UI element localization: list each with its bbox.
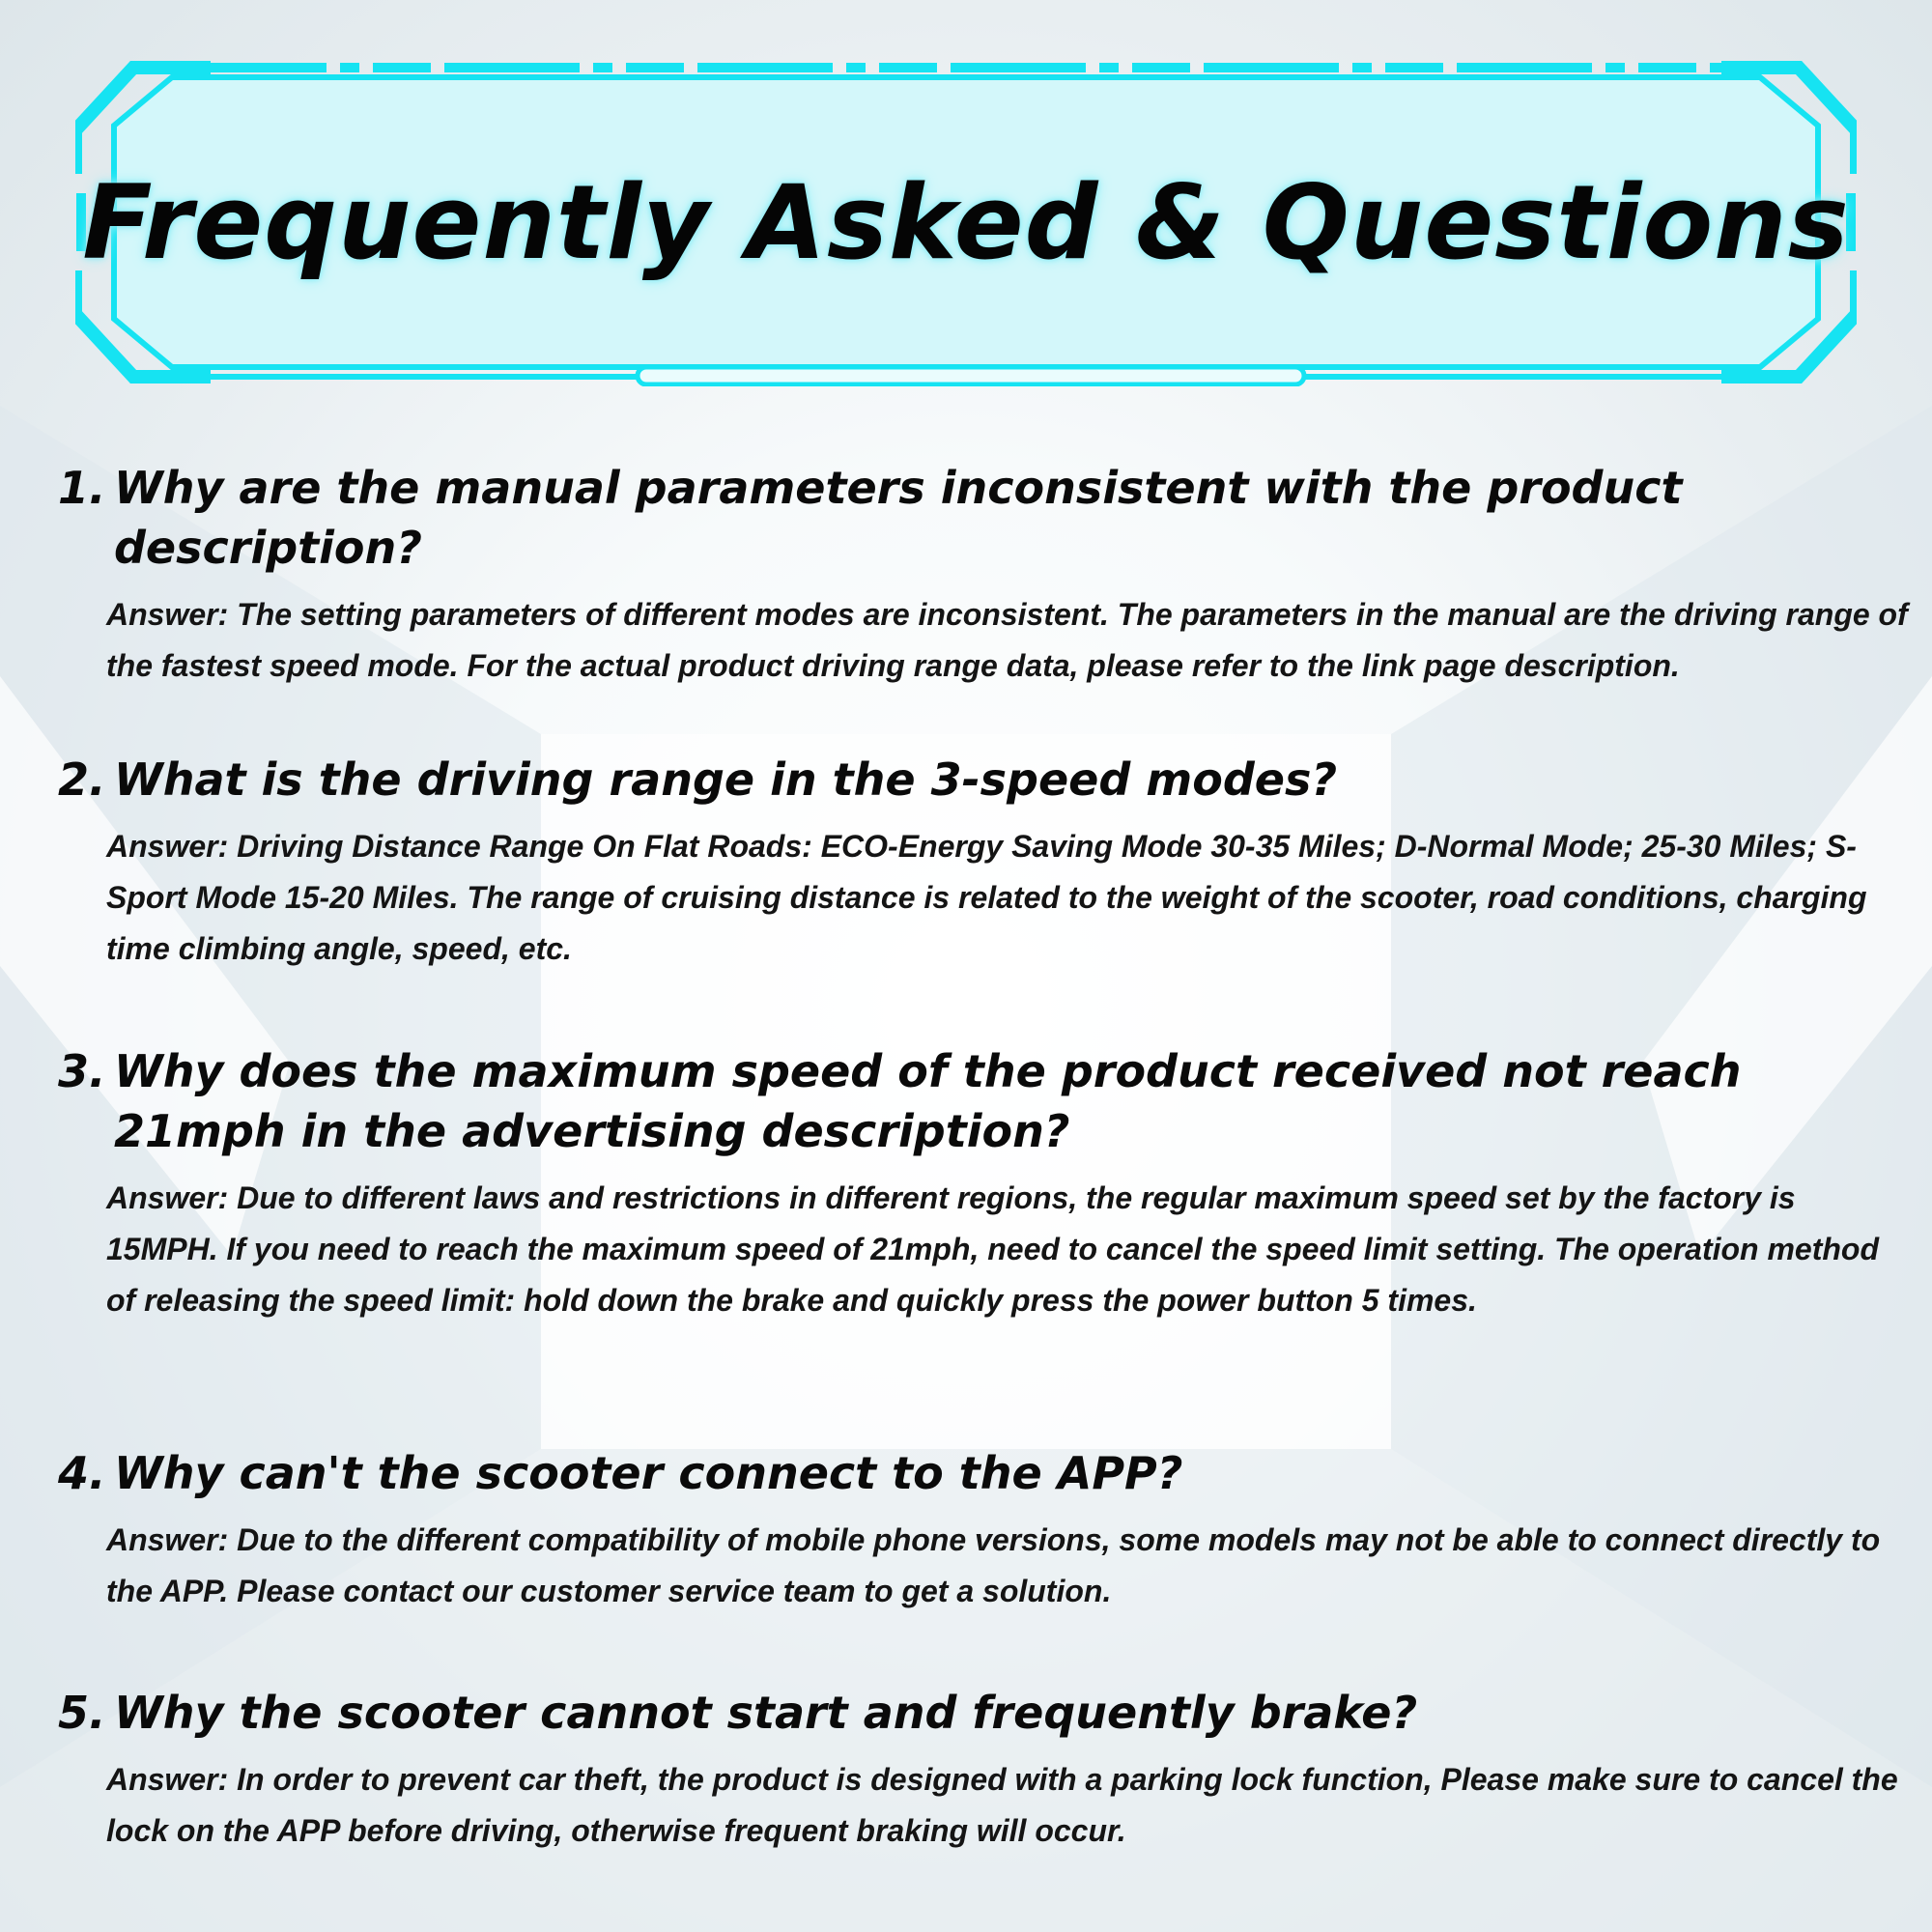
title-banner: [75, 58, 1857, 386]
question-number: 4.: [58, 1447, 106, 1499]
faq-item-2: [58, 750, 1874, 975]
question-number: 5.: [58, 1687, 106, 1739]
faq-answer: Answer: The setting parameters of different modes are inconsistent. The parameters in the manual are the driving range of the fastest speed mode. For the actual product driving range data, please refer to the link page description.: [106, 597, 1908, 683]
faq-question: [58, 1041, 1874, 1161]
question-number: 1.: [58, 462, 106, 514]
faq-question: [58, 750, 1874, 810]
faq-question: [58, 458, 1874, 578]
question-number: 2.: [58, 753, 106, 806]
question-text: Why does the maximum speed of the product received not reach 21mph in the advertising description?: [114, 1045, 1742, 1157]
question-text: Why the scooter cannot start and frequently brake?: [114, 1687, 1418, 1739]
faq-answer: Answer: Due to the different compatibility of mobile phone versions, some models may not be able to connect directly to the APP. Please contact our customer service team to get a solution.: [106, 1522, 1881, 1608]
faq-item-5: [58, 1683, 1898, 1857]
question-text: Why can't the scooter connect to the APP?: [114, 1447, 1183, 1499]
question-number: 3.: [58, 1045, 106, 1097]
question-text: What is the driving range in the 3-speed modes?: [114, 753, 1338, 806]
faq-answer: Answer: Due to different laws and restrictions in different regions, the regular maximum speed set by the factory is 15MPH. If you need to reach the maximum speed of 21mph, need to cancel the speed limit setting. The operation method of releasing the speed limit: hold down the brake and quickly press the power button 5 times.: [106, 1180, 1880, 1318]
faq-item-4: [58, 1443, 1881, 1617]
faq-item-3: [58, 1041, 1880, 1326]
question-text: Why are the manual parameters inconsistent with the product description?: [114, 462, 1683, 574]
faq-item-1: [58, 458, 1908, 692]
page-title: Frequently Asked & Questions: [82, 162, 1850, 282]
faq-question: [58, 1683, 1874, 1743]
faq-answer: Answer: In order to prevent car theft, the product is designed with a parking lock function, Please make sure to cancel the lock on the APP before driving, otherwise frequent braking will occur.: [106, 1762, 1898, 1848]
faq-question: [58, 1443, 1874, 1503]
faq-answer: Answer: Driving Distance Range On Flat Roads: ECO-Energy Saving Mode 30-35 Miles; D-Normal Mode; 25-30 Miles; S-Sport Mode 15-20 Miles. The range of cruising distance is related to the weight of the scooter, road conditions, charging time climbing angle, speed, etc.: [106, 829, 1867, 966]
